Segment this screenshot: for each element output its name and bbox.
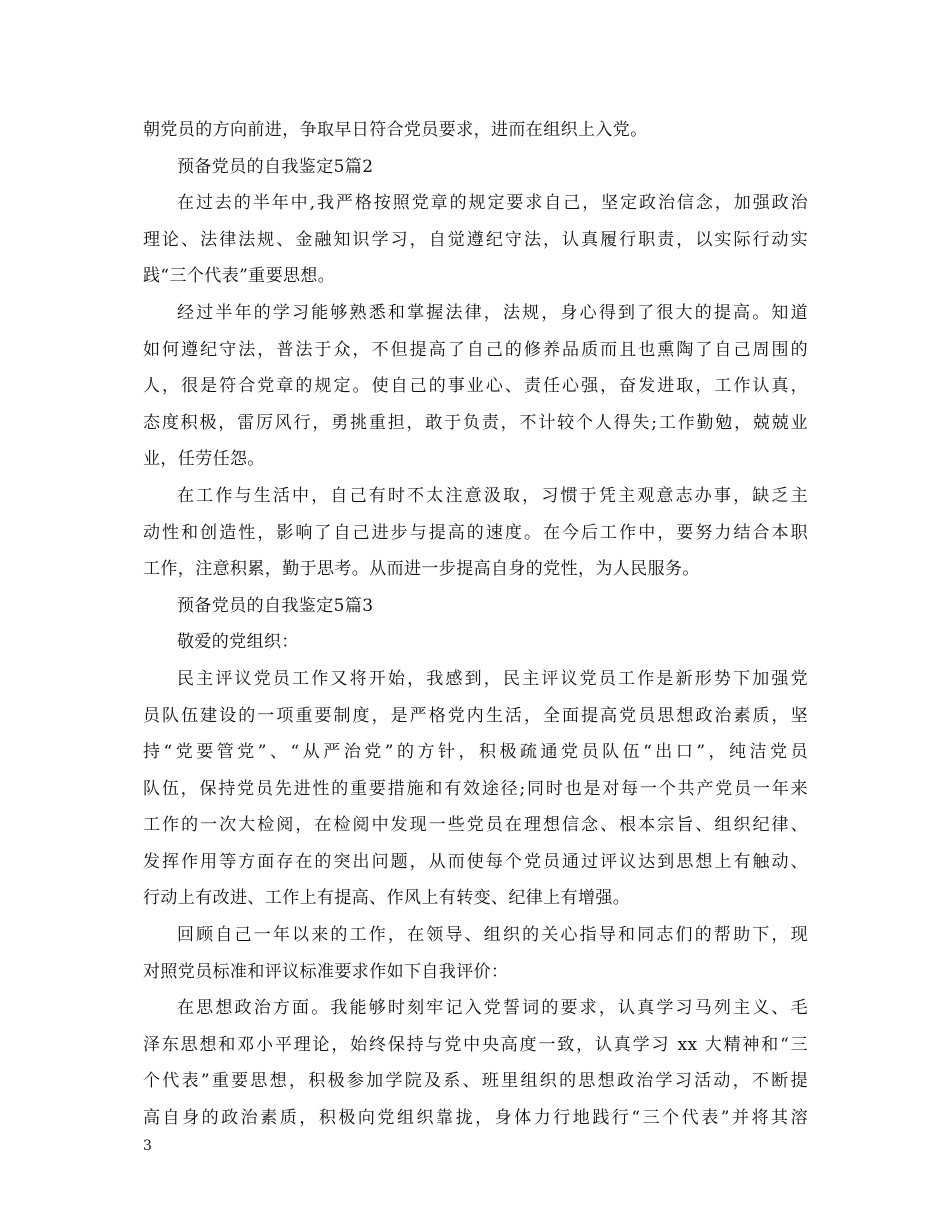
text-line: 经过半年的学习能够熟悉和掌握法律，法规，身心得到了很大的提高。知道 — [177, 302, 808, 323]
text-line: 如何遵纪守法，普法于众，不但提高了自己的修养品质而且也熏陶了自己周围的 — [143, 339, 808, 360]
text-line: 业，任劳任怨。 — [143, 449, 265, 470]
text-line: 动性和创造性，影响了自己进步与提高的速度。在今后工作中，要努力结合本职 — [143, 522, 808, 543]
text-line: 预备党员的自我鉴定5篇3 — [177, 595, 374, 616]
text-line: 员队伍建设的一项重要制度，是严格党内生活，全面提高党员思想政治素质，坚 — [143, 705, 808, 726]
text-line: 持“党要管党”、“从严治党”的方针，积极疏通党员队伍“出口”，纯洁党员 — [143, 742, 808, 763]
text-line: 高自身的政治素质，积极向党组织靠拢，身体力行地践行“三个代表”并将其溶 — [143, 1108, 808, 1129]
text-line: 在过去的半年中,我严格按照党章的规定要求自己，坚定政治信念，加强政治 — [177, 193, 808, 214]
text-line: 泽东思想和邓小平理论，始终保持与党中央高度一致，认真学习 xx 大精神和“三 — [143, 1034, 808, 1055]
text-line: 朝党员的方向前进，争取早日符合党员要求，进而在组织上入党。 — [143, 120, 648, 140]
text-line: 行动上有改进、工作上有提高、作风上有转变、纪律上有增强。 — [143, 888, 631, 909]
text-line: 践“三个代表”重要思想。 — [143, 266, 336, 287]
text-line: 民主评议党员工作又将开始，我感到，民主评议党员工作是新形势下加强党 — [177, 668, 808, 689]
text-line: 态度积极，雷厉风行，勇挑重担，敢于负责，不计较个人得失;工作勤勉，兢兢业 — [143, 412, 808, 433]
text-line: 对照党员标准和评议标准要求作如下自我评价： — [143, 961, 509, 982]
text-line: 回顾自己一年以来的工作，在领导、组织的关心指导和同志们的帮助下，现 — [177, 925, 808, 946]
text-line: 在思想政治方面。我能够时刻牢记入党誓词的要求，认真学习马列主义、毛 — [177, 998, 808, 1019]
text-line: 队伍，保持党员先进性的重要措施和有效途径;同时也是对每一个共产党员一年来 — [143, 778, 808, 799]
page-number: 3 — [143, 1138, 152, 1154]
document-body — [143, 112, 808, 1137]
text-line: 理论、法律法规、金融知识学习，自觉遵纪守法，认真履行职责，以实际行动实 — [143, 229, 808, 250]
text-line: 发挥作用等方面存在的突出问题，从而使每个党员通过评议达到思想上有触动、 — [143, 851, 808, 872]
text-line: 敬爱的党组织： — [177, 632, 299, 653]
text-line: 工作，注意积累，勤于思考。从而进一步提高自身的党性，为人民服务。 — [143, 559, 700, 580]
text-line: 人，很是符合党章的规定。使自己的事业心、责任心强，奋发进取，工作认真， — [143, 376, 808, 397]
text-line: 工作的一次大检阅，在检阅中发现一些党员在理想信念、根本宗旨、组织纪律、 — [143, 815, 808, 836]
text-line: 在工作与生活中，自己有时不太注意汲取，习惯于凭主观意志办事，缺乏主 — [177, 485, 808, 506]
text-line: 个代表”重要思想，积极参加学院及系、班里组织的思想政治学习活动，不断提 — [143, 1071, 808, 1092]
text-line: 预备党员的自我鉴定5篇2 — [177, 156, 374, 177]
